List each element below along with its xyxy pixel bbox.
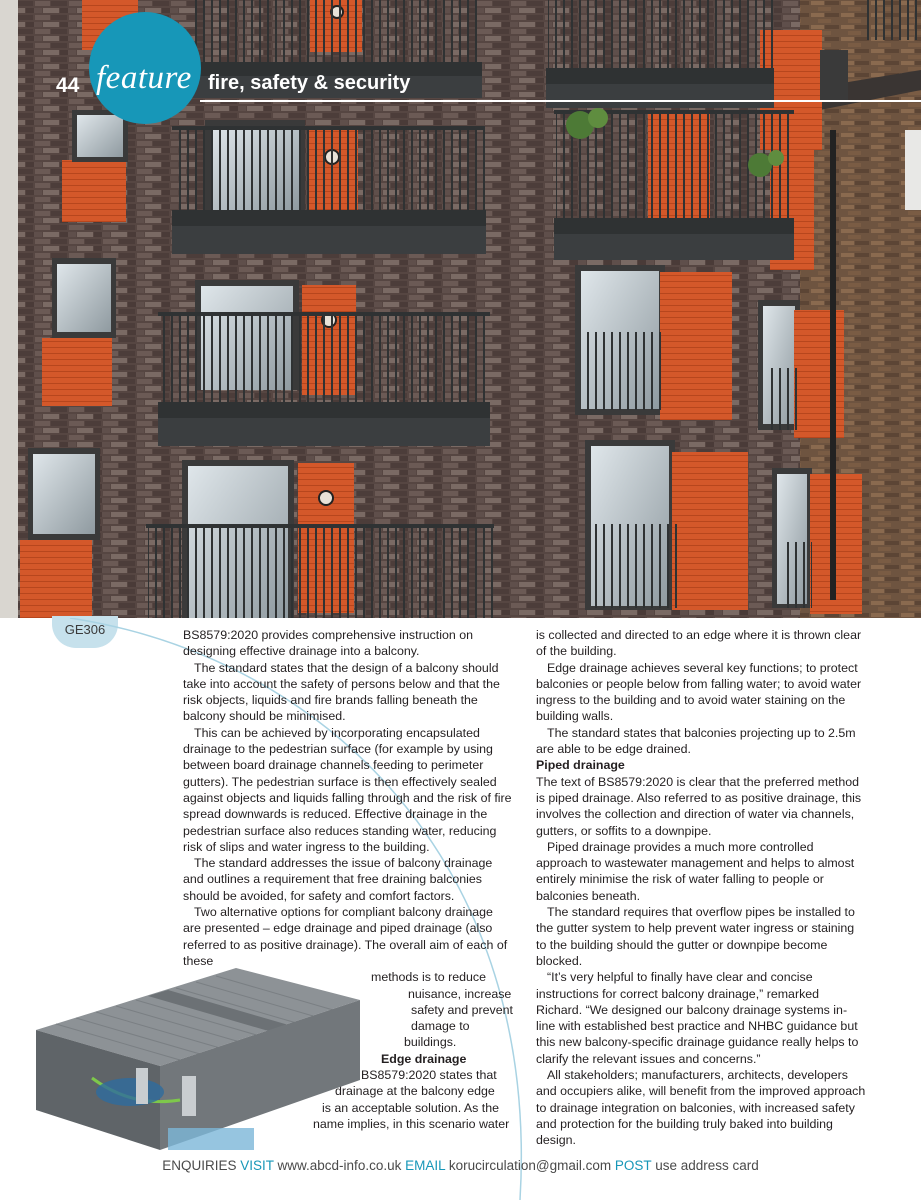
article-code-badge: GE306 [52, 616, 118, 648]
wrap-line: name implies, in this scenario water [313, 1116, 510, 1131]
footer-website-link[interactable]: www.abcd-info.co.uk [277, 1158, 402, 1173]
paragraph: This can be achieved by incorporating encapsulated drainage to the pedestrian surface (for example by using between board drainage channels feeding to perimeter gutters). The pedestrian surface is then effectively sealed against objects and liquids falling through and the risk of fire spread downwards is reduced. Effective drainage in the pedestrian surface also reduces standing water, reducing risk of slips and water ingress to the building. [183, 725, 512, 854]
section-title: fire, safety & security [208, 72, 411, 94]
header-rule [200, 100, 921, 102]
article-column-2 [536, 627, 866, 1149]
wrap-line: nuisance, increase [408, 986, 512, 1001]
paragraph: Piped drainage provides a much more controlled approach to wastewater management and helps to almost entirely minimise the risk of water falling to people or balconies beneath. [536, 839, 855, 903]
footer-post-value: use address card [655, 1158, 759, 1173]
paragraph: Two alternative options for compliant balcony drainage are presented – edge drainage and piped drainage (also referred to as positive drainage). The overall aim of each of these [183, 905, 508, 968]
footer-enquiries: ENQUIRIES [162, 1158, 237, 1173]
wrap-line: BS8579:2020 states that [361, 1068, 497, 1083]
feature-label: feature [96, 60, 192, 96]
wrap-line: buildings. [404, 1035, 457, 1050]
wrap-line: methods is to reduce [371, 970, 487, 985]
wrap-line: damage to [411, 1019, 470, 1034]
footer-visit-label: VISIT [240, 1158, 274, 1173]
page-number: 44 [56, 74, 80, 97]
paragraph: BS8579:2020 provides comprehensive instruction on designing effective drainage into a balcony. [183, 628, 473, 659]
paragraph: The standard addresses the issue of balcony drainage and outlines a requirement that free draining balconies should be avoided, for safety and comfort factors. [183, 856, 493, 903]
paragraph: “It’s very helpful to finally have clear and concise instructions for correct balcony drainage,” remarked Richard. “We designed our balcony drainage systems in-line with established best practice and NHBC guidance but this new balcony-specific drainage guidance really helps to clarify the relevant issues and concerns.” [536, 970, 859, 1066]
paragraph: The text of BS8579:2020 is clear that the preferred method is piped drainage. Also referred to as positive drainage, this involves the collection and direction of water via channels, gutters, or soffits to a downpipe. [536, 774, 862, 838]
footer-contact-line [0, 1158, 921, 1173]
paragraph: The standard states that balconies projecting up to 2.5m are able to be edge drained. [536, 725, 856, 757]
paragraph: Edge drainage achieves several key functions; to protect balconies or people below from falling water; to avoid water ingress to the building and to avoid water staining on the building walls. [536, 660, 862, 724]
footer-email-link[interactable]: korucirculation@gmail.com [448, 1158, 612, 1173]
footer-email-label: EMAIL [405, 1158, 446, 1173]
wrap-line: safety and prevent [411, 1002, 513, 1017]
wrap-line: is an acceptable solution. As the [322, 1100, 500, 1115]
wrap-line: drainage at the balcony edge [335, 1084, 495, 1099]
paragraph: The standard requires that overflow pipes be installed to the gutter system to help prevent water ingress or staining to the building should the gutter or downpipe become blocked. [536, 905, 855, 968]
footer-post-label: POST [614, 1158, 652, 1173]
balcony-drainage-render [30, 960, 370, 1160]
paragraph: All stakeholders; manufacturers, architects, developers and occupiers alike, will benefit from the improved approach to drainage integration on balconies, with increased safety and protection for the building truly baked into building design. [536, 1068, 866, 1148]
subhead-edge-drainage: Edge drainage [381, 1051, 467, 1066]
subhead-piped-drainage: Piped drainage [536, 758, 625, 773]
paragraph: is collected and directed to an edge where it is thrown clear of the building. [536, 628, 862, 659]
paragraph: The standard states that the design of a balcony should take into account the safety of persons below and that the risk objects, liquids and fire brands falling beneath the balcony should be minimised. [183, 660, 500, 724]
